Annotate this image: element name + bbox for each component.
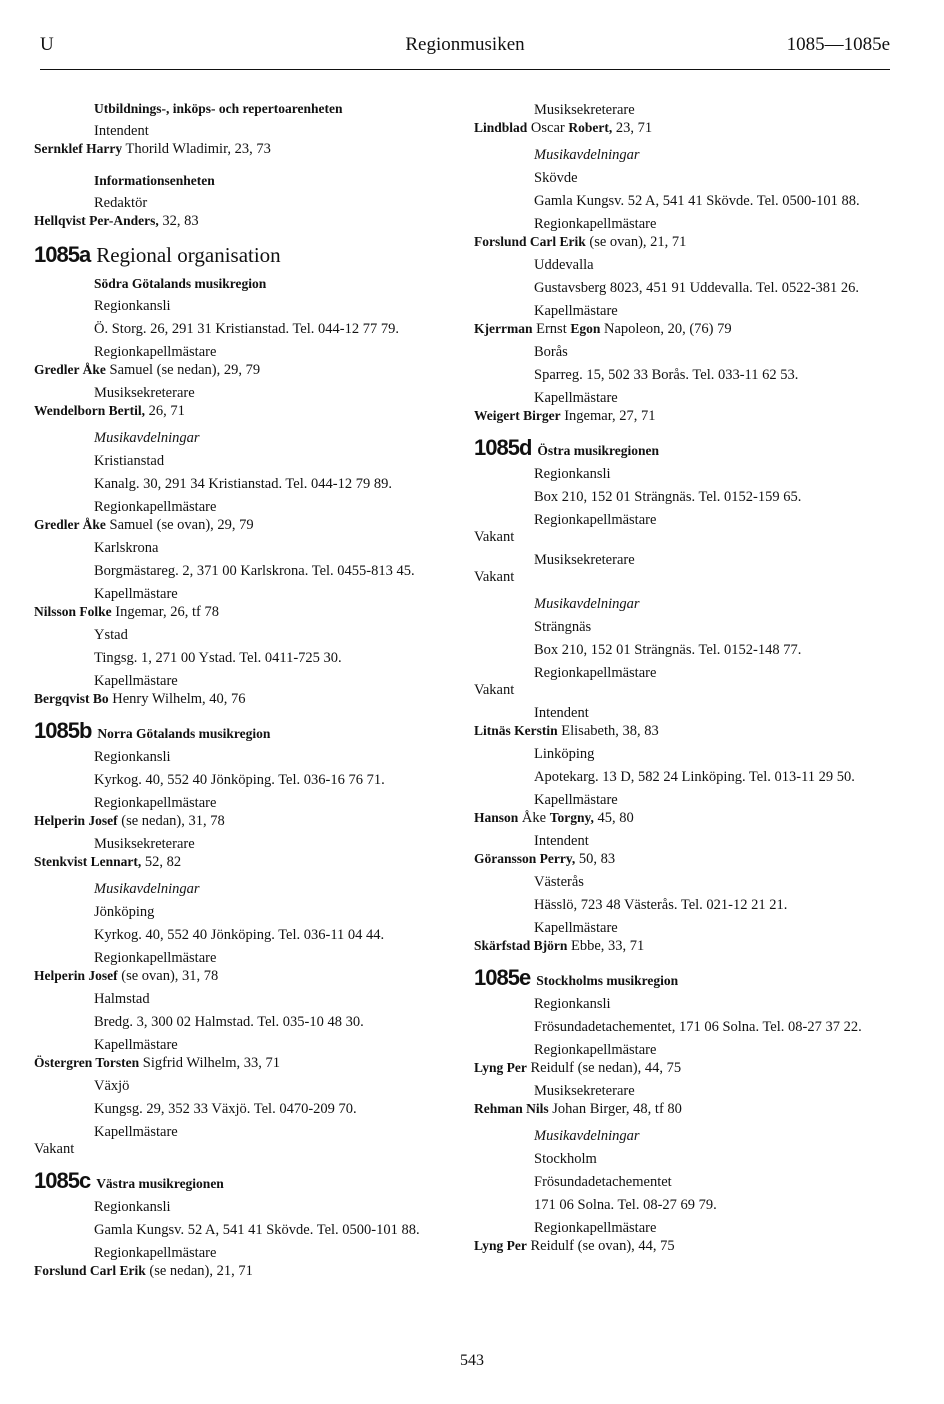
section-title: Norra Götalands musikregion [97, 726, 271, 741]
person-detail: 50, 83 [578, 851, 616, 867]
role-label: Regionkapellmästare [94, 950, 217, 966]
person-entry [474, 1059, 894, 1077]
role-label: Regionkapellmästare [534, 512, 657, 528]
city-label: Västerås [534, 874, 584, 890]
person-detail: Åke [521, 810, 547, 826]
header-letter: U [40, 34, 54, 55]
person-detail: 52, 82 [144, 854, 182, 870]
role-label: Kapellmästare [534, 390, 618, 406]
person-name-part: Torgny, [549, 810, 594, 825]
person-detail: Thorild Wladimir, 23, 73 [125, 141, 271, 157]
role-label: Intendent [534, 833, 589, 849]
person-entry [34, 361, 454, 379]
vacant-entry: Vakant [474, 529, 515, 545]
person-name: Stenkvist Lennart, [34, 854, 142, 869]
role-label: Regionkapellmästare [534, 1220, 657, 1236]
person-name: Wendelborn Bertil, [34, 403, 145, 418]
person-entry [474, 119, 894, 137]
address: Kyrkog. 40, 552 40 Jönköping. Tel. 036-16 76 71. [94, 772, 385, 788]
role-label: Musiksekreterare [94, 836, 195, 852]
person-detail: Henry Wilhelm, 40, 76 [112, 691, 246, 707]
role-label: Kapellmästare [94, 1124, 178, 1140]
person-detail: 23, 71 [615, 120, 653, 136]
person-detail: Reidulf (se ovan), 44, 75 [530, 1238, 675, 1254]
section-1085a-heading [34, 242, 454, 267]
person-detail: Johan Birger, 48, tf 80 [552, 1101, 682, 1117]
city-label: Ystad [94, 627, 128, 643]
person-entry [474, 937, 894, 955]
role-label: Regionkapellmästare [534, 1042, 657, 1058]
region-heading: Södra Götalands musikregion [94, 276, 267, 291]
person-name: Helperin Josef [34, 813, 118, 828]
role-label: Regionkapellmästare [94, 795, 217, 811]
address: Ö. Storg. 26, 291 31 Kristianstad. Tel. 044-12 77 79. [94, 321, 399, 337]
person-entry [474, 722, 894, 740]
address: Kanalg. 30, 291 34 Kristianstad. Tel. 044-12 79 89. [94, 476, 392, 492]
person-detail: Ebbe, 33, 71 [571, 938, 645, 954]
person-detail: Ernst [536, 321, 567, 337]
role-label: Musiksekreterare [534, 102, 635, 118]
header-range: 1085—1085e [786, 34, 890, 55]
person-detail: 26, 71 [148, 403, 185, 419]
person-name: Lindblad [474, 120, 528, 135]
person-name: Hanson [474, 810, 519, 825]
person-detail: (se nedan), 31, 78 [121, 813, 225, 829]
left-column [34, 100, 454, 1280]
person-detail: Elisabeth, 38, 83 [561, 723, 659, 739]
person-name-part: Robert, [568, 120, 613, 135]
unit-heading: Informationsenheten [94, 173, 215, 188]
person-detail: Napoleon, 20, (76) 79 [603, 321, 732, 337]
right-column [474, 100, 894, 1255]
address: Kungsg. 29, 352 33 Växjö. Tel. 0470-209 70. [94, 1101, 357, 1117]
address: Box 210, 152 01 Strängnäs. Tel. 0152-148 77. [534, 642, 802, 658]
address: Frösundadetachementet, 171 06 Solna. Tel. 08-27 37 22. [534, 1019, 862, 1035]
person-name: Sernklef Harry [34, 141, 123, 156]
person-entry [34, 212, 454, 230]
person-detail: (se ovan), 31, 78 [121, 968, 219, 984]
address: Hässlö, 723 48 Västerås. Tel. 021-12 21 21. [534, 897, 788, 913]
person-detail: Samuel (se nedan), 29, 79 [109, 362, 261, 378]
city-label: Strängnäs [534, 619, 592, 635]
city-label: Linköping [534, 746, 595, 762]
person-detail: 45, 80 [597, 810, 634, 826]
person-detail: Ingemar, 26, tf 78 [115, 604, 219, 620]
person-name: Göransson Perry, [474, 851, 576, 866]
section-number: 1085c [34, 1168, 91, 1193]
address: Gustavsberg 8023, 451 91 Uddevalla. Tel. 0522-381 26. [534, 280, 860, 296]
vacant-entry: Vakant [474, 569, 515, 585]
city-label: Skövde [534, 170, 578, 186]
section-title: Östra musikregionen [537, 443, 660, 458]
city-label: Stockholm [534, 1151, 597, 1167]
city-label: Jönköping [94, 904, 155, 920]
person-name: Bergqvist Bo [34, 691, 109, 706]
person-detail: 32, 83 [162, 213, 199, 229]
person-name: Lyng Per [474, 1060, 527, 1075]
role-label: Regionkapellmästare [534, 216, 657, 232]
vacant-entry: Vakant [474, 682, 515, 698]
address: Borgmästareg. 2, 371 00 Karlskrona. Tel. 0455-813 45. [94, 563, 415, 579]
person-name: Östergren Torsten [34, 1055, 140, 1070]
person-name-part: Egon [570, 321, 601, 336]
person-entry [34, 516, 454, 534]
role-label: Regionkansli [94, 298, 171, 314]
section-1085b-heading [34, 718, 454, 743]
city-label: Halmstad [94, 991, 150, 1007]
address: Kyrkog. 40, 552 40 Jönköping. Tel. 036-11 04 44. [94, 927, 385, 943]
person-entry [474, 233, 894, 251]
address: Bredg. 3, 300 02 Halmstad. Tel. 035-10 48 30. [94, 1014, 364, 1030]
city-label: Karlskrona [94, 540, 159, 556]
person-name: Forslund Carl Erik [474, 234, 586, 249]
person-name: Hellqvist Per-Anders, [34, 213, 159, 228]
section-number: 1085b [34, 718, 92, 743]
person-entry [474, 1100, 894, 1118]
person-detail: Samuel (se ovan), 29, 79 [109, 517, 254, 533]
person-entry [474, 320, 894, 338]
person-name: Gredler Åke [34, 517, 106, 532]
page-header [40, 36, 890, 60]
section-title: Västra musikregionen [96, 1176, 224, 1191]
city-label: Borås [534, 344, 568, 360]
city-label: Växjö [94, 1078, 130, 1094]
person-name: Lyng Per [474, 1238, 527, 1253]
person-entry [34, 853, 454, 871]
role-label: Regionkapellmästare [94, 344, 217, 360]
person-name: Helperin Josef [34, 968, 118, 983]
address: Box 210, 152 01 Strängnäs. Tel. 0152-159 65. [534, 489, 802, 505]
role-label: Regionkansli [534, 996, 611, 1012]
person-entry [34, 690, 454, 708]
person-name: Skärfstad Björn [474, 938, 568, 953]
city-label: Uddevalla [534, 257, 594, 273]
role-label: Regionkansli [534, 466, 611, 482]
person-name: Kjerrman [474, 321, 533, 336]
city-label: Kristianstad [94, 453, 165, 469]
person-detail: Sigfrid Wilhelm, 33, 71 [142, 1055, 281, 1071]
location-label: Frösundadetachementet [534, 1174, 672, 1190]
departments-heading: Musikavdelningar [534, 147, 640, 163]
section-1085c-heading [34, 1168, 454, 1193]
person-entry [474, 809, 894, 827]
role-label: Regionkansli [94, 749, 171, 765]
role-label: Kapellmästare [94, 586, 178, 602]
departments-heading: Musikavdelningar [534, 1128, 640, 1144]
departments-heading: Musikavdelningar [94, 430, 200, 446]
address: Gamla Kungsv. 52 A, 541 41 Skövde. Tel. 0500-101 88. [534, 193, 860, 209]
person-entry [34, 1262, 454, 1280]
unit-heading: Utbildnings-, inköps- och repertoarenheten [94, 101, 343, 116]
role-label: Musiksekreterare [94, 385, 195, 401]
address: Gamla Kungsv. 52 A, 541 41 Skövde. Tel. 0500-101 88. [94, 1222, 420, 1238]
header-title: Regionmusiken [405, 34, 525, 55]
role-label: Kapellmästare [534, 303, 618, 319]
section-1085e-heading [474, 965, 894, 990]
departments-heading: Musikavdelningar [94, 881, 200, 897]
role-label: Intendent [94, 123, 149, 139]
person-entry [474, 1237, 894, 1255]
role-label: Regionkansli [94, 1199, 171, 1215]
person-entry [34, 967, 454, 985]
address: Apotekarg. 13 D, 582 24 Linköping. Tel. 013-11 29 50. [534, 769, 855, 785]
role-label: Kapellmästare [94, 1037, 178, 1053]
role-label: Intendent [534, 705, 589, 721]
person-entry [34, 603, 454, 621]
person-name: Weigert Birger [474, 408, 561, 423]
role-label: Regionkapellmästare [94, 499, 217, 515]
person-name: Forslund Carl Erik [34, 1263, 146, 1278]
person-detail: (se ovan), 21, 71 [589, 234, 687, 250]
person-entry [474, 407, 894, 425]
address: 171 06 Solna. Tel. 08-27 69 79. [534, 1197, 717, 1213]
person-entry [34, 402, 454, 420]
section-title: Stockholms musikregion [536, 973, 679, 988]
page-number: 543 [460, 1352, 484, 1369]
role-label: Musiksekreterare [534, 1083, 635, 1099]
vacant-entry: Vakant [34, 1141, 75, 1157]
person-name: Gredler Åke [34, 362, 106, 377]
section-number: 1085a [34, 242, 91, 267]
role-label: Regionkapellmästare [534, 665, 657, 681]
person-entry [34, 1054, 454, 1072]
person-entry [34, 812, 454, 830]
person-entry [474, 850, 894, 868]
role-label: Redaktör [94, 195, 148, 211]
section-title: Regional organisation [96, 243, 281, 267]
person-detail: Oscar [530, 120, 565, 136]
person-detail: Reidulf (se nedan), 44, 75 [530, 1060, 682, 1076]
person-name: Rehman Nils [474, 1101, 549, 1116]
section-number: 1085d [474, 435, 532, 460]
person-entry [34, 140, 454, 158]
section-number: 1085e [474, 965, 531, 990]
role-label: Regionkapellmästare [94, 1245, 217, 1261]
header-rule [40, 69, 890, 70]
person-detail: (se nedan), 21, 71 [149, 1263, 253, 1279]
role-label: Kapellmästare [534, 792, 618, 808]
address: Tingsg. 1, 271 00 Ystad. Tel. 0411-725 30. [94, 650, 342, 666]
person-name: Nilsson Folke [34, 604, 112, 619]
person-detail: Ingemar, 27, 71 [564, 408, 656, 424]
person-name: Litnäs Kerstin [474, 723, 558, 738]
role-label: Kapellmästare [534, 920, 618, 936]
role-label: Musiksekreterare [534, 552, 635, 568]
departments-heading: Musikavdelningar [534, 596, 640, 612]
section-1085d-heading [474, 435, 894, 460]
role-label: Kapellmästare [94, 673, 178, 689]
address: Sparreg. 15, 502 33 Borås. Tel. 033-11 62 53. [534, 367, 799, 383]
